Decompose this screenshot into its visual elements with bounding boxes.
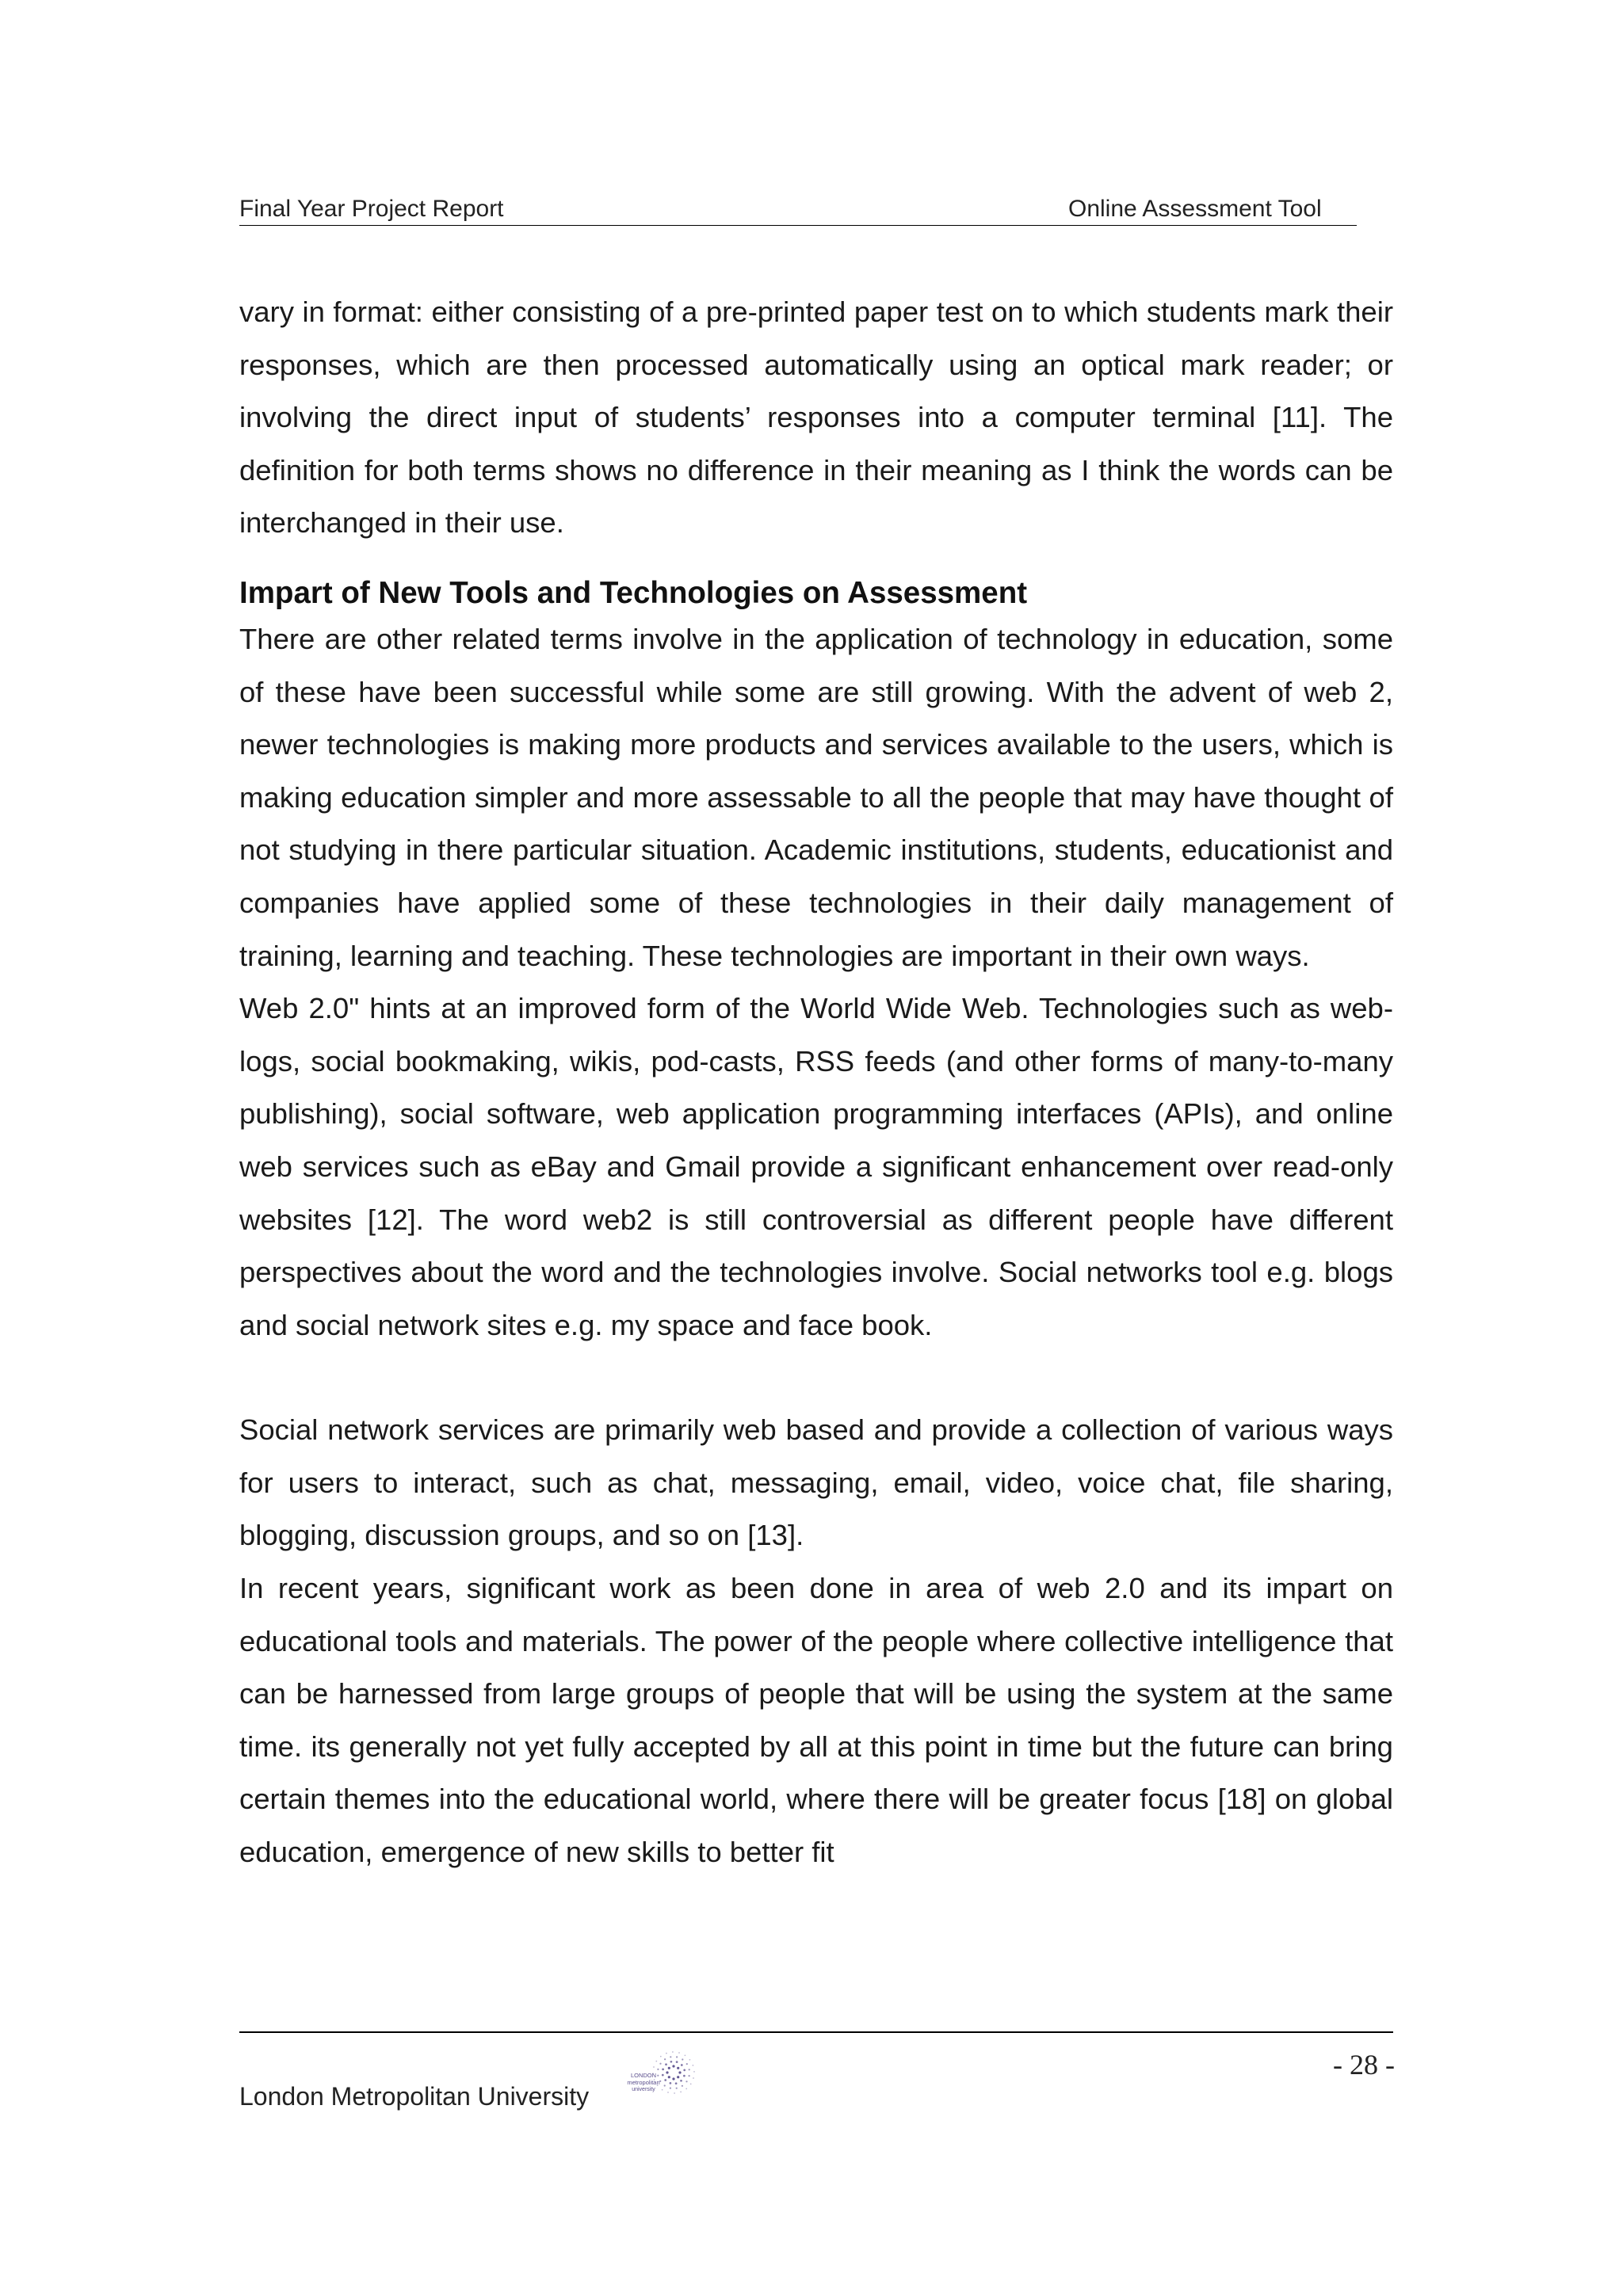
logo-dot xyxy=(662,2069,664,2071)
paragraph-2: There are other related terms involve in the application of technology in education, some of these have been successful while some are still growing. With the advent of web 2, newer technologies is making more products and services available to the users, which is making education simpler and more assessable to all the people that may have thought of not studying in there particular situation. Academic institutions, students, educationist and companies have applied some of these technologies in their daily management of training, learning and teaching. These technologies are important in their own ways. xyxy=(239,622,1393,972)
logo-dot xyxy=(677,2067,679,2069)
logo-dot xyxy=(683,2075,685,2077)
logo-dot xyxy=(664,2079,666,2081)
logo-dot xyxy=(665,2063,667,2065)
logo-dot xyxy=(660,2056,662,2058)
university-logo-icon xyxy=(617,2049,702,2106)
logo-dot xyxy=(670,2061,673,2063)
logo-dot xyxy=(670,2088,671,2089)
logo-dot xyxy=(690,2084,692,2085)
page-number: - 28 - xyxy=(1333,2049,1395,2081)
logo-dot xyxy=(675,2082,678,2084)
logo-dot xyxy=(672,2051,674,2053)
logo-dot xyxy=(657,2075,659,2077)
logo-dot xyxy=(681,2064,683,2066)
logo-dot xyxy=(678,2052,680,2054)
logo-dot xyxy=(685,2054,686,2056)
footer-university-name: London Metropolitan University xyxy=(239,2082,590,2111)
logo-dot xyxy=(667,2092,669,2093)
logo-dot xyxy=(659,2063,661,2065)
logo-text-university: university xyxy=(632,2087,655,2092)
logo-dot xyxy=(657,2069,659,2070)
logo-dot xyxy=(689,2069,690,2070)
footer-rule xyxy=(239,2031,1393,2033)
logo-dot xyxy=(666,2071,668,2073)
section-heading: Impart of New Tools and Technologies on Assessment xyxy=(239,575,1028,610)
body-text xyxy=(239,286,1393,1879)
logo-dot xyxy=(653,2066,655,2068)
paragraph-5: In recent years, significant work as been done in area of web 2.0 and its impart on educational tools and materials. The power of the people where collective intelligence that can be harnessed from large groups of people that will be using the system at the same time. its generally not yet fully accepted by all at this point in time but the future can bring certain themes into the educational world, where there will be greater focus [18] on global education, emergence of new skills to better fit xyxy=(239,1572,1393,1869)
logo-dot xyxy=(680,2092,682,2093)
logo-dot xyxy=(664,2084,666,2086)
logo-dot xyxy=(683,2069,685,2072)
logo-dot xyxy=(685,2088,687,2090)
logo-dot xyxy=(676,2088,678,2089)
logo-dot xyxy=(680,2080,682,2082)
header-report-title: Final Year Project Report xyxy=(239,196,504,222)
paragraph-3: Web 2.0" hints at an improved form of the World Wide Web. Technologies such as web-logs, social bookmaking, wikis, pod-casts, RSS feeds (and other forms of many-to-many publishing), social software, web application programming interfaces (APIs), and online web services such as eBay and Gmail provide a significant enhancement over read-only websites [12]. The word web2 is still controversial as different people have different perspectives about the word and the technologies involve. Social networks tool e.g. blogs and social network sites e.g. my space and face book. xyxy=(239,992,1393,1341)
logo-dot xyxy=(693,2071,695,2073)
logo-dot xyxy=(689,2075,690,2077)
logo-dot xyxy=(662,2089,663,2091)
logo-dot xyxy=(685,2081,687,2082)
logo-dot xyxy=(655,2061,657,2062)
logo-dot xyxy=(686,2063,688,2065)
logo-text-london: LONDON xyxy=(630,2072,657,2079)
logo-dot xyxy=(664,2058,666,2060)
logo-dot xyxy=(677,2076,679,2078)
logo-dot xyxy=(668,2076,670,2078)
logo-dot xyxy=(672,2077,674,2080)
logo-dot xyxy=(693,2077,694,2079)
logo-dot xyxy=(682,2058,683,2060)
header-project-title: Online Assessment Tool xyxy=(1068,196,1322,222)
logo-dot xyxy=(670,2056,671,2058)
logo-dot xyxy=(689,2059,691,2061)
logo-dot xyxy=(672,2065,674,2067)
logo-dot xyxy=(693,2065,694,2066)
running-header xyxy=(239,193,1357,226)
logo-dot xyxy=(676,2056,678,2058)
logo-dot xyxy=(678,2071,681,2073)
logo-dot xyxy=(676,2061,678,2063)
paragraph-4: Social network services are primarily web based and provide a collection of various ways for users to interact, such as chat, messaging, email, video, voice chat, file sharing, blogging, discussion groups, and so on [13]. xyxy=(239,1413,1393,1552)
logo-dot xyxy=(674,2092,675,2094)
logo-dot xyxy=(666,2053,667,2054)
logo-dot xyxy=(682,2085,683,2087)
logo-dot xyxy=(662,2074,664,2077)
logo-dot xyxy=(670,2082,672,2084)
logo-dot xyxy=(668,2067,670,2069)
paragraph-1: vary in format: either consisting of a pre-printed paper test on to which students mark their responses, which are then processed automatically using an optical mark reader; or involving the direct input of students’ responses into a computer terminal [11]. The definition for both terms shows no difference in their meaning as I think the words can be interchanged in their use. xyxy=(239,296,1393,540)
logo-text-metropolitan: metropolitan xyxy=(627,2079,660,2086)
